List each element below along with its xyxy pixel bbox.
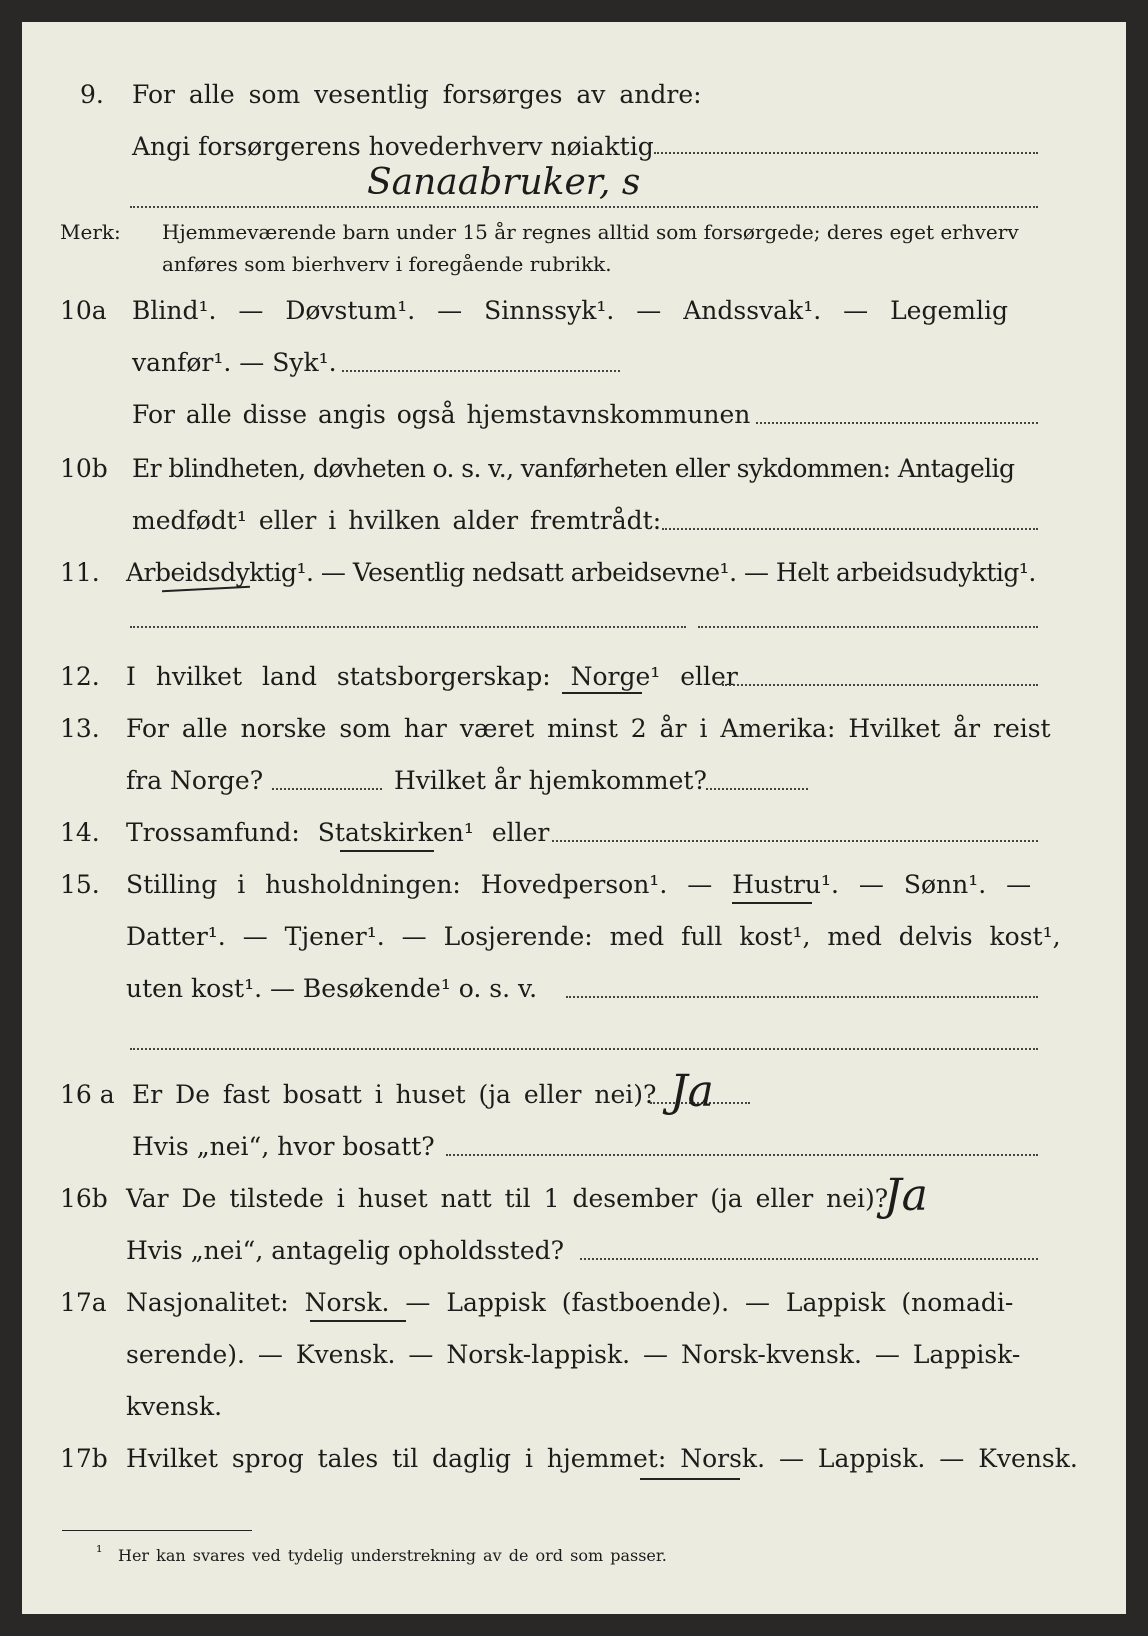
q10b-answer-line xyxy=(662,528,1038,530)
footnote-text: Her kan svares ved tydelig understrekning av de ord som passer. xyxy=(118,1546,667,1565)
q14-underline-statskirken xyxy=(340,850,434,852)
q14-line1: Trossamfund: Statskirken¹ eller xyxy=(126,818,550,847)
q16a-number: 16 a xyxy=(60,1080,115,1109)
q14-number: 14. xyxy=(60,818,100,847)
q10b-line1: Er blindheten, døvheten o. s. v., vanførheten eller sykdommen: Antagelig xyxy=(132,454,1015,483)
q16b-line2: Hvis „nei“, antagelig opholdssted? xyxy=(126,1236,565,1265)
q15-extra-line xyxy=(130,1048,1038,1050)
q12-underline-norge xyxy=(562,692,642,694)
q11-line1: Arbeidsdyktig¹. — Vesentlig nedsatt arbeidsevne¹. — Helt arbeidsudyktig¹. xyxy=(126,558,1036,587)
census-form-page xyxy=(22,22,1126,1614)
q17a-underline-norsk xyxy=(310,1320,406,1322)
q15-number: 15. xyxy=(60,870,100,899)
q11-extra-line-b xyxy=(698,626,1038,628)
q17a-line3: kvensk. xyxy=(126,1392,223,1421)
q13-line2b: Hvilket år hjemkommet? xyxy=(394,766,707,795)
q10a-line3: For alle disse angis også hjemstavnskommunen xyxy=(132,400,751,429)
merk-line2: anføres som bierhverv i foregående rubrikk. xyxy=(162,252,612,276)
q13-reist-line xyxy=(272,788,382,790)
q10a-number: 10a xyxy=(60,296,107,325)
q9-number: 9. xyxy=(80,80,104,109)
q9-answer-line-2 xyxy=(130,206,1038,208)
q9-line1: For alle som vesentlig forsørges av andre: xyxy=(132,80,702,109)
merk-label: Merk: xyxy=(60,220,121,244)
q13-line1: For alle norske som har været minst 2 år i Amerika: Hvilket år reist xyxy=(126,714,1051,743)
q17b-line1: Hvilket sprog tales til daglig i hjemmet: Norsk. — Lappisk. — Kvensk. xyxy=(126,1444,1078,1473)
q15-line3: uten kost¹. — Besøkende¹ o. s. v. xyxy=(126,974,538,1003)
q14-answer-line xyxy=(552,840,1038,842)
q15-underline-hustru xyxy=(732,902,812,904)
q17a-number: 17a xyxy=(60,1288,107,1317)
q15-line1: Stilling i husholdningen: Hovedperson¹. — Hustru¹. — Sønn¹. — xyxy=(126,870,1032,899)
q9-answer-line xyxy=(654,152,1038,154)
q13-hjemkommet-line xyxy=(706,788,808,790)
q9-line2: Angi forsørgerens hovederhverv nøiaktig xyxy=(132,132,654,161)
q10b-line2: medfødt¹ eller i hvilken alder fremtrådt: xyxy=(132,506,662,535)
q9-handwritten-answer: Sanaabruker, s xyxy=(367,162,641,203)
q11-number: 11. xyxy=(60,558,100,587)
q16a-line1: Er De fast bosatt i huset (ja eller nei)? xyxy=(132,1080,657,1109)
q13-number: 13. xyxy=(60,714,100,743)
q12-number: 12. xyxy=(60,662,100,691)
q16b-opholdssted-line xyxy=(580,1258,1038,1260)
q10a-hometown-line xyxy=(756,422,1038,424)
footnote-rule xyxy=(62,1530,252,1531)
q10a-answer-line xyxy=(342,370,620,372)
q16b-line1: Var De tilstede i huset natt til 1 desember (ja eller nei)? xyxy=(126,1184,889,1213)
q17b-underline-norsk xyxy=(640,1478,740,1480)
q12-line1: I hvilket land statsborgerskap: Norge¹ eller xyxy=(126,662,738,691)
q16a-bosatt-line xyxy=(446,1154,1038,1156)
q13-line2a: fra Norge? xyxy=(126,766,264,795)
q16a-line2: Hvis „nei“, hvor bosatt? xyxy=(132,1132,435,1161)
q17a-line1: Nasjonalitet: Norsk. — Lappisk (fastboende). — Lappisk (nomadi- xyxy=(126,1288,1014,1317)
q15-line2: Datter¹. — Tjener¹. — Losjerende: med full kost¹, med delvis kost¹, xyxy=(126,922,1061,951)
footnote-mark: ¹ xyxy=(96,1542,103,1561)
q17a-line2: serende). — Kvensk. — Norsk-lappisk. — Norsk-kvensk. — Lappisk- xyxy=(126,1340,1021,1369)
q12-answer-line xyxy=(722,684,1038,686)
q10a-line1: Blind¹. — Døvstum¹. — Sinnssyk¹. — Andssvak¹. — Legemlig xyxy=(132,296,1008,325)
q15-answer-line xyxy=(566,996,1038,998)
q16b-number: 16b xyxy=(60,1184,108,1213)
q11-extra-line-a xyxy=(130,626,686,628)
q10a-line2: vanfør¹. — Syk¹. xyxy=(132,348,337,377)
q16a-handwritten-answer: Ja xyxy=(670,1066,714,1117)
q16b-handwritten-answer: Ja xyxy=(884,1170,928,1221)
merk-line1: Hjemmeværende barn under 15 år regnes alltid som forsørgede; deres eget erhverv xyxy=(162,220,1019,244)
q10b-number: 10b xyxy=(60,454,108,483)
q17b-number: 17b xyxy=(60,1444,108,1473)
